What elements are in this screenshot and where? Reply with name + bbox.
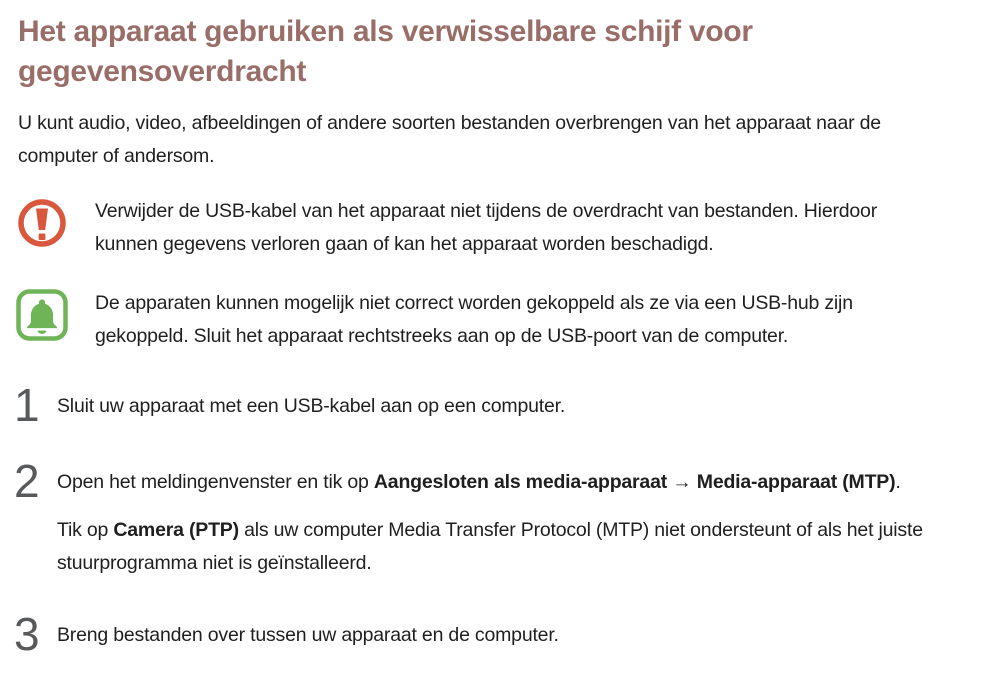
step-2-text-suffix: . — [895, 471, 901, 493]
notification-text: De apparaten kunnen mogelijk niet correct worden gekoppeld als ze via een USB-hub zijn gekoppeld. Sluit het apparaat rechtstreeks aan op de USB-poort van de computer. — [95, 292, 853, 347]
step-1-text: Sluit uw apparaat met een USB-kabel aan op een computer. — [57, 395, 566, 417]
step-2-note — [57, 514, 947, 580]
step-2 — [14, 455, 1000, 580]
step-2-text — [57, 466, 947, 499]
step-2-menu-label-1: Aangesloten als media-apparaat — [373, 471, 668, 493]
intro-paragraph: U kunt audio, video, afbeeldingen of andere soorten bestanden overbrengen van het apparaat naar de computer of andersom. — [18, 112, 881, 167]
step-2-number: 2 — [14, 455, 40, 507]
step-2-body — [57, 459, 947, 580]
step-3 — [14, 608, 1000, 660]
step-2-note-prefix: Tik op — [57, 519, 114, 541]
step-3-number: 3 — [14, 608, 40, 660]
notification-bell-icon — [16, 289, 68, 341]
step-1 — [14, 379, 1000, 431]
steps-list — [14, 379, 1000, 660]
step-2-note-label: Camera (PTP) — [113, 519, 239, 541]
step-1-number: 1 — [14, 379, 40, 431]
page-title: Het apparaat gebruiken als verwisselbare schijf voor gegevensoverdracht — [18, 15, 753, 88]
step-2-note-suffix: als uw computer Media Transfer Protocol (MTP) niet ondersteunt of als het juiste stuurprogramma niet is geïnstalleerd. — [57, 519, 923, 574]
step-3-body — [57, 612, 559, 652]
exclamation-warning-icon — [16, 197, 68, 249]
step-3-text: Breng bestanden over tussen uw apparaat en de computer. — [57, 624, 559, 646]
arrow-glyph: → — [667, 471, 697, 493]
step-2-text-prefix: Open het meldingenvenster en tik op — [57, 471, 374, 493]
step-2-menu-label-2: Media-apparaat (MTP) — [696, 471, 896, 493]
warning-text: Verwijder de USB-kabel van het apparaat niet tijdens de overdracht van bestanden. Hierdoor kunnen gegevens verloren gaan of kan het apparaat worden beschadigd. — [95, 200, 877, 255]
notification-notice — [16, 287, 1000, 353]
warning-notice — [16, 195, 1000, 261]
step-1-body — [57, 383, 565, 423]
